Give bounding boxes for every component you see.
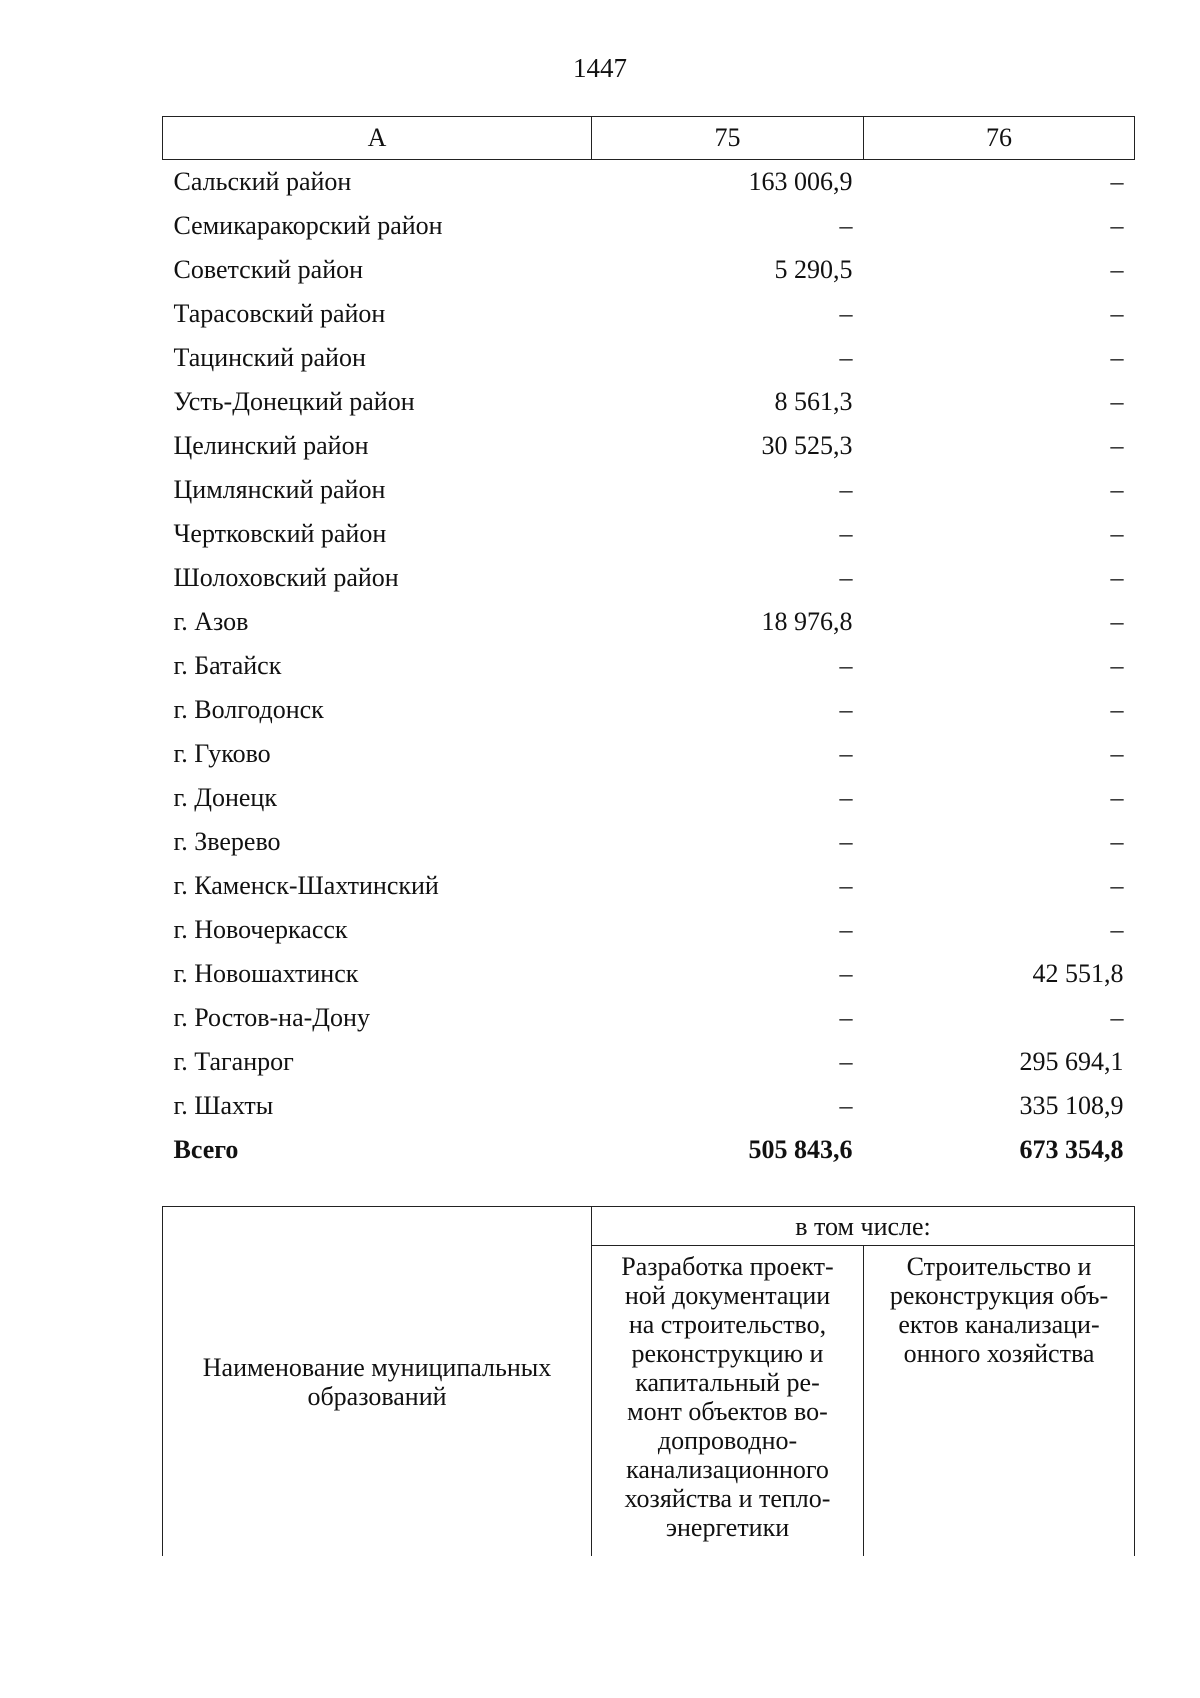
- sewerage-construction-text: Строительство и реконструкция объ- ектов канализаци- онного хозяйства: [889, 1252, 1109, 1368]
- table-row: [163, 732, 1135, 776]
- row-value-76: –: [1110, 343, 1124, 372]
- row-value-76: –: [1110, 651, 1124, 680]
- row-value-75: –: [839, 651, 853, 680]
- row-value-76: –: [1110, 783, 1124, 812]
- row-name: г. Ростов-на-Дону: [173, 1003, 370, 1032]
- row-value-76: –: [1110, 519, 1124, 548]
- row-value-75: –: [839, 1003, 853, 1032]
- row-value-76: –: [1110, 255, 1124, 284]
- table-row: [163, 204, 1135, 248]
- row-name: Чертковский район: [173, 519, 387, 548]
- row-value-75: –: [839, 475, 853, 504]
- row-value-75: –: [839, 299, 853, 328]
- row-value-76: –: [1110, 431, 1124, 460]
- table-row: [163, 292, 1135, 336]
- table-row: [163, 996, 1135, 1040]
- table-row: [163, 468, 1135, 512]
- row-value-75: –: [839, 563, 853, 592]
- row-value-75: –: [839, 1047, 853, 1076]
- table-row: [163, 908, 1135, 952]
- row-value-76: –: [1110, 739, 1124, 768]
- total-label: Всего: [173, 1135, 239, 1164]
- row-value-76: –: [1110, 607, 1124, 636]
- row-value-75: –: [839, 343, 853, 372]
- row-name: г. Донецк: [173, 783, 277, 812]
- row-value-76: –: [1110, 695, 1124, 724]
- table-row: [163, 864, 1135, 908]
- row-value-76: –: [1110, 211, 1124, 240]
- table-row: [163, 248, 1135, 292]
- table-row: [163, 688, 1135, 732]
- row-value-75: –: [839, 739, 853, 768]
- page-number: 1447: [573, 53, 627, 83]
- row-name: г. Батайск: [173, 651, 282, 680]
- row-value-76: –: [1110, 387, 1124, 416]
- table-row: [163, 820, 1135, 864]
- row-value-76: –: [1110, 167, 1124, 196]
- row-value-75: –: [839, 915, 853, 944]
- row-value-76: –: [1110, 827, 1124, 856]
- row-value-76: 335 108,9: [1019, 1091, 1124, 1120]
- row-name: г. Таганрог: [173, 1047, 294, 1076]
- row-name: г. Гуково: [173, 739, 271, 768]
- row-value-76: 295 694,1: [1019, 1047, 1124, 1076]
- row-value-75: –: [839, 211, 853, 240]
- row-value-75: –: [839, 695, 853, 724]
- table-row: [163, 776, 1135, 820]
- row-value-76: –: [1110, 915, 1124, 944]
- including-group-header: в том числе:: [592, 1207, 1135, 1246]
- row-name: Цимлянский район: [173, 475, 386, 504]
- row-name: Советский район: [173, 255, 364, 284]
- row-value-75: –: [839, 519, 853, 548]
- table-row: [163, 336, 1135, 380]
- table-row: [163, 424, 1135, 468]
- design-documentation-text: Разработка проект- ной документации на строительство, реконструкцию и капитальный ре- монт объектов во- допроводно- канализационного хозяйства и тепло- энергетики: [621, 1252, 834, 1542]
- row-name: Семикаракорский район: [173, 211, 443, 240]
- table-row: [163, 1040, 1135, 1084]
- row-value-76: –: [1110, 871, 1124, 900]
- row-name: Сальский район: [173, 167, 352, 196]
- table-row: [163, 556, 1135, 600]
- row-name: Шолоховский район: [173, 563, 399, 592]
- row-name: г. Каменск-Шахтинский: [173, 871, 439, 900]
- header-column-76: 76: [864, 117, 1135, 160]
- header-column-75: 75: [592, 117, 864, 160]
- row-name: г. Волгодонск: [173, 695, 324, 724]
- row-value-75: –: [839, 783, 853, 812]
- design-documentation-column-header: [592, 1246, 864, 1557]
- row-value-75: –: [839, 827, 853, 856]
- row-name: г. Новошахтинск: [173, 959, 359, 988]
- row-name: Усть-Донецкий район: [173, 387, 415, 416]
- row-name: Тарасовский район: [173, 299, 386, 328]
- data-table: [162, 116, 1135, 1172]
- table-row: [163, 644, 1135, 688]
- row-value-75: 30 525,3: [761, 431, 853, 460]
- row-value-76: 42 551,8: [1032, 959, 1124, 988]
- row-name: Тацинский район: [173, 343, 366, 372]
- next-table-header: [162, 1206, 1135, 1556]
- row-name: г. Азов: [173, 607, 249, 636]
- row-value-76: –: [1110, 299, 1124, 328]
- table-row: [163, 160, 1135, 205]
- row-name: г. Шахты: [173, 1091, 274, 1120]
- municipality-name-header: Наименование муниципальных образований: [163, 1207, 592, 1557]
- row-value-75: –: [839, 1091, 853, 1120]
- header-row: [163, 117, 1135, 160]
- row-name: Целинский район: [173, 431, 369, 460]
- total-value-76: 673 354,8: [1019, 1135, 1124, 1164]
- table-row: [163, 952, 1135, 996]
- row-value-75: –: [839, 959, 853, 988]
- table-row: [163, 1084, 1135, 1128]
- table-row: [163, 380, 1135, 424]
- row-value-75: –: [839, 871, 853, 900]
- total-value-75: 505 843,6: [748, 1135, 853, 1164]
- row-value-75: 5 290,5: [774, 255, 853, 284]
- row-value-76: –: [1110, 1003, 1124, 1032]
- total-row: [163, 1128, 1135, 1172]
- table-row: [163, 512, 1135, 556]
- header-name-column: А: [163, 117, 592, 160]
- row-value-76: –: [1110, 475, 1124, 504]
- row-value-75: 18 976,8: [761, 607, 853, 636]
- row-value-76: –: [1110, 563, 1124, 592]
- row-value-75: 8 561,3: [774, 387, 853, 416]
- row-value-75: 163 006,9: [748, 167, 853, 196]
- table-row: [163, 600, 1135, 644]
- sewerage-construction-column-header: [864, 1246, 1135, 1557]
- row-name: г. Зверево: [173, 827, 281, 856]
- row-name: г. Новочеркасск: [173, 915, 348, 944]
